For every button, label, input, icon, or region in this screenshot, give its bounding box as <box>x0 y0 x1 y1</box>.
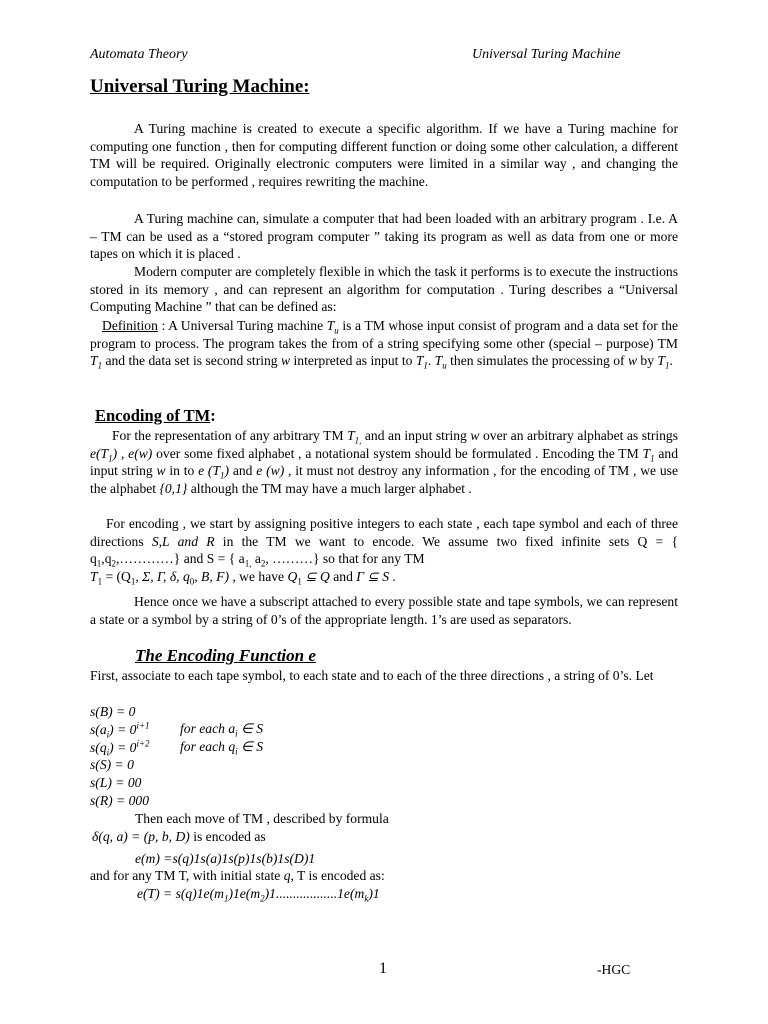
page-title: Universal Turing Machine: <box>90 76 310 97</box>
definition-label: Definition <box>102 318 158 333</box>
equation-sai-note: for each $a_i$ ∈ S <box>180 721 264 739</box>
paragraph-modern: Modern computer are completely flexible in which the task it performs is to execute the instructions stored in its memory , and can represent an algorithm for computation . Turing describes a “Universal Computing Machine ” that can be defined as: <box>90 264 678 315</box>
equation-sL: s(L) = 00 <box>90 775 142 790</box>
header-right: Universal Turing Machine <box>472 47 621 62</box>
equation-sR: s(R) = 000 <box>90 793 150 808</box>
encoding-function-heading: The Encoding Function e <box>135 646 316 665</box>
move-text: Then each move of TM , described by formula <box>135 811 389 826</box>
paragraph-encoding-function-intro: First, associate to each tape symbol, to each state and to each of the three directions , a string of 0’s. Let <box>90 668 654 683</box>
encoding-tm-heading: Encoding of TM: <box>95 406 216 425</box>
paragraph-subscripts: Hence once we have a subscript attached to every possible state and tape symbols, we can represent a state or a symbol by a string of 0’s of the appropriate length. 1’s are used as separators. <box>90 594 678 627</box>
paragraph-simulate: A Turing machine can, simulate a computer that had been loaded with an arbitrary program . I.e. A – TM can be used as a “stored program computer ” taking its program as well as data from one or more tapes on which it is placed . <box>90 211 678 262</box>
equation-sS: s(S) = 0 <box>90 757 134 772</box>
paragraph-intro: A Turing machine is created to execute a specific algorithm. If we have a Turing machine for computing one function , then for computing different function or doing some other calculation, a different TM will be required. Originally electronic computers were limited in a similar way , and changing the computation to be performed , requires rewriting the machine. <box>90 121 678 189</box>
header-left: Automata Theory <box>90 47 188 62</box>
equation-sB: s(B) = 0 <box>90 704 136 719</box>
paragraph-encoding-representation: For the representation of any arbitrary TM $T_{1,}$ and an input string w over an arbitrary alphabet as strings $e(T_1)$ , e(w) over some fixed alphabet , a notational system should be formulated . Encoding the TM $T_1$ and input string w in to e $(T_1)$ and e (w) , it must not destroy any information , for the encoding of TM , we use the alphabet {0,1} although the TM may have a much larger alphabet . <box>90 428 679 496</box>
footer-author: -HGC <box>597 962 631 977</box>
equation-eT: $e(T) = s(q)1e(m_1)1e(m_2)1..................1e(m_k)1$ <box>137 886 380 904</box>
equation-sqi-note: for each $q_i$ ∈ S <box>180 739 264 757</box>
equation-sai: $s(a_i) = 0^{i+1}$ <box>90 720 150 740</box>
equation-em: e(m) =s(q)1s(a)1s(p)1s(b)1s(D)1 <box>135 851 316 866</box>
for-any-tm-line: and for any TM T, with initial state q, T is encoded as: <box>90 868 385 883</box>
paragraph-encoding-assign: For encoding , we start by assigning positive integers to each state , each tape symbol and each of three directions S,L and R in the TM we want to encode. We assume two fixed infinite sets Q = { $q_1,q_2,\dots\dots\dots\dots$} and S = { $a_{1,}$ $a_2$, ………} so that for any TM $T_1 = (Q_1$, Σ, Γ, δ, $q_0$, B, F) , we have $Q_1$ ⊆ Q and Γ ⊆ S . <box>90 516 678 587</box>
delta-line: δ(q, a) = (p, b, D) is encoded as <box>92 829 266 844</box>
equation-sqi: $s(q_i) = 0^{i+2}$ <box>90 738 150 758</box>
paragraph-definition: Definition : A Universal Turing machine $T_u$ is a TM whose input consist of program and a data set for the program to process. The program takes the from of a string specifying some other (special – purpose) TM $T_1$ and the data set is second string w interpreted as input to $T_1$. $T_u$ then simulates the processing of w by $T_1$. <box>90 318 679 371</box>
page-number: 1 <box>379 960 387 977</box>
